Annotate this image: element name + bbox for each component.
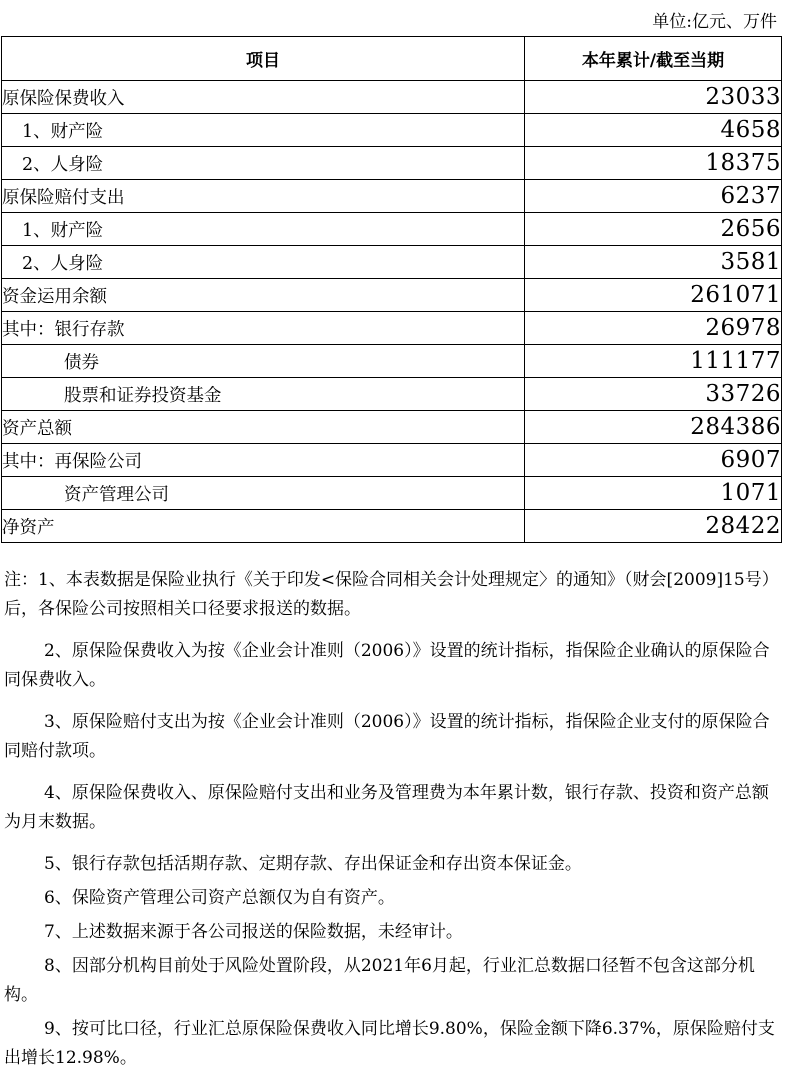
row-label: 1、财产险 bbox=[2, 213, 525, 246]
notes-section bbox=[4, 566, 778, 1073]
row-value: 6907 bbox=[525, 444, 782, 477]
row-value: 284386 bbox=[525, 411, 782, 444]
table-row bbox=[2, 147, 782, 180]
note-8: 8、因部分机构目前处于风险处置阶段，从2021年6月起，行业汇总数据口径暂不包含这部分机构。 bbox=[4, 956, 755, 1005]
note-2: 2、原保险保费收入为按《企业会计准则（2006）》设置的统计指标，指保险企业确认的原保险合同保费收入。 bbox=[4, 641, 770, 690]
row-value: 28422 bbox=[525, 510, 782, 543]
note-9: 9、按可比口径，行业汇总原保险保费收入同比增长9.80%，保险金额下降6.37%，原保险赔付支出增长12.98%。 bbox=[4, 1019, 775, 1068]
table-row bbox=[2, 246, 782, 279]
table-header-row bbox=[2, 37, 782, 81]
note-5: 5、银行存款包括活期存款、定期存款、存出保证金和存出资本保证金。 bbox=[44, 854, 582, 874]
row-value: 3581 bbox=[525, 246, 782, 279]
table-row bbox=[2, 510, 782, 543]
table-row bbox=[2, 81, 782, 114]
note-6: 6、保险资产管理公司资产总额仅为自有资产。 bbox=[44, 888, 395, 908]
table-row bbox=[2, 477, 782, 510]
row-label: 2、人身险 bbox=[2, 246, 525, 279]
row-value: 18375 bbox=[525, 147, 782, 180]
note-1: 注：1、本表数据是保险业执行《关于印发<保险合同相关会计处理规定〉的通知》（财会[2009]15号）后，各保险公司按照相关口径要求报送的数据。 bbox=[4, 570, 771, 619]
row-value: 23033 bbox=[525, 81, 782, 114]
table-row bbox=[2, 180, 782, 213]
note-4: 4、原保险保费收入、原保险赔付支出和业务及管理费为本年累计数，银行存款、投资和资产总额为月末数据。 bbox=[4, 783, 769, 832]
table-row bbox=[2, 345, 782, 378]
row-label: 资产总额 bbox=[2, 411, 525, 444]
note-7: 7、上述数据来源于各公司报送的保险数据，未经审计。 bbox=[44, 922, 463, 942]
row-label: 资金运用余额 bbox=[2, 279, 525, 312]
row-label: 其中：再保险公司 bbox=[2, 444, 525, 477]
row-value: 111177 bbox=[525, 345, 782, 378]
row-label: 净资产 bbox=[2, 510, 525, 543]
table-row bbox=[2, 312, 782, 345]
row-label: 原保险保费收入 bbox=[2, 81, 525, 114]
table-row bbox=[2, 213, 782, 246]
insurance-data-table bbox=[1, 36, 782, 543]
row-label: 其中：银行存款 bbox=[2, 312, 525, 345]
table-row bbox=[2, 378, 782, 411]
row-value: 2656 bbox=[525, 213, 782, 246]
row-label: 债券 bbox=[2, 345, 525, 378]
row-value: 6237 bbox=[525, 180, 782, 213]
row-label: 2、人身险 bbox=[2, 147, 525, 180]
note-3: 3、原保险赔付支出为按《企业会计准则（2006）》设置的统计指标，指保险企业支付的原保险合同赔付款项。 bbox=[4, 712, 770, 761]
row-value: 26978 bbox=[525, 312, 782, 345]
table-row bbox=[2, 444, 782, 477]
table-row bbox=[2, 279, 782, 312]
row-value: 1071 bbox=[525, 477, 782, 510]
row-label: 股票和证券投资基金 bbox=[2, 378, 525, 411]
row-value: 261071 bbox=[525, 279, 782, 312]
row-value: 4658 bbox=[525, 114, 782, 147]
row-label: 原保险赔付支出 bbox=[2, 180, 525, 213]
table-row bbox=[2, 114, 782, 147]
table-row bbox=[2, 411, 782, 444]
row-label: 1、财产险 bbox=[2, 114, 525, 147]
row-value: 33726 bbox=[525, 378, 782, 411]
column-header-value: 本年累计/截至当期 bbox=[525, 37, 782, 81]
column-header-item: 项目 bbox=[2, 37, 525, 81]
row-label: 资产管理公司 bbox=[2, 477, 525, 510]
unit-label: 单位:亿元、万件 bbox=[652, 12, 777, 32]
